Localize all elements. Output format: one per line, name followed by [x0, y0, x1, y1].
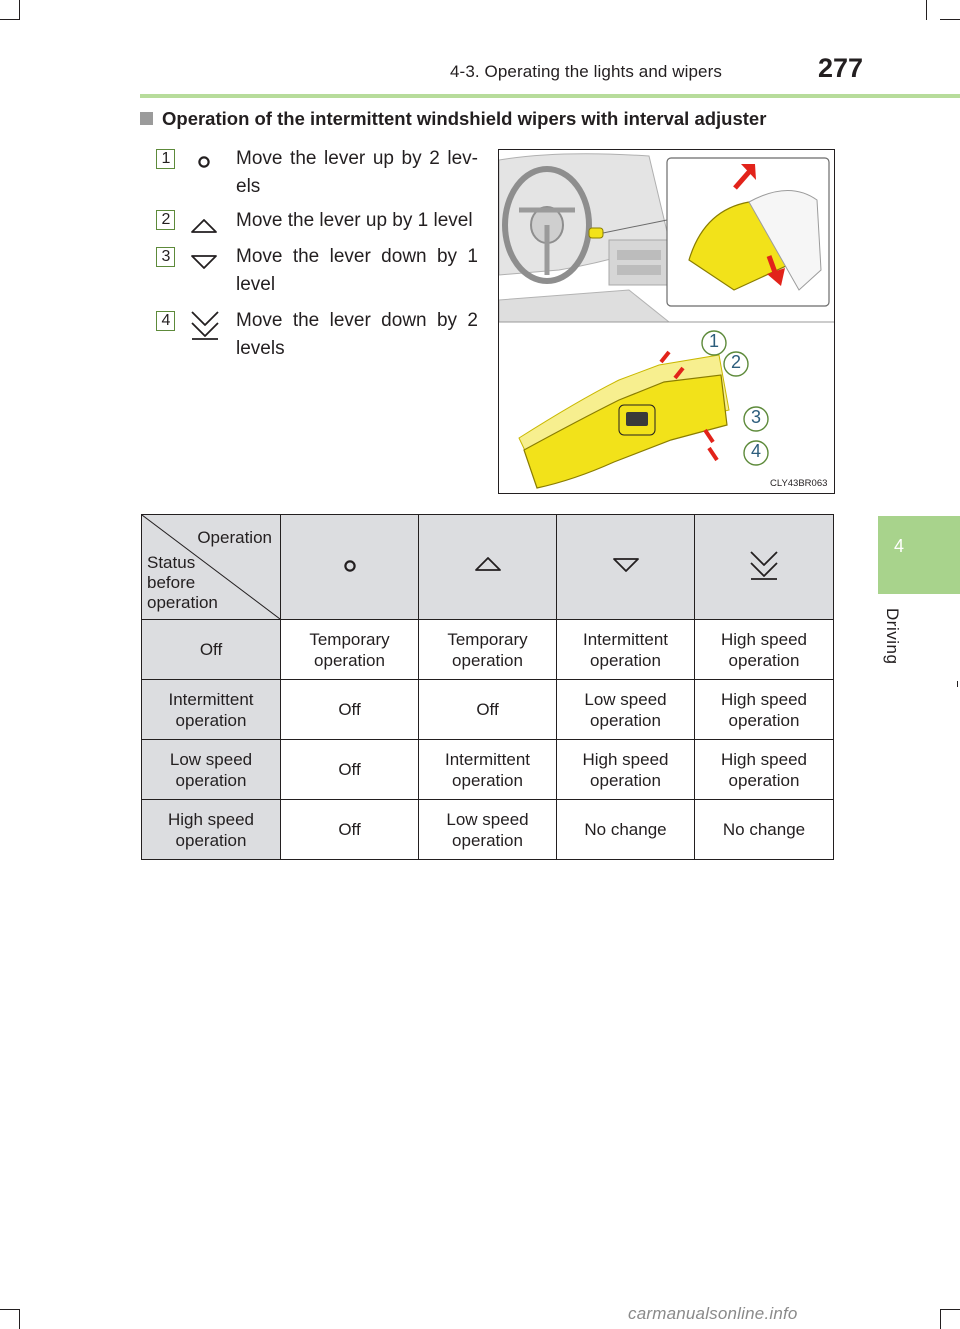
crop-mark: [19, 0, 20, 20]
legend-text-2: Move the lever up by 1 level: [236, 210, 473, 231]
crop-mark: [940, 1309, 960, 1310]
figure-code: CLY43BR063: [770, 478, 828, 489]
lever-diagram: [499, 150, 835, 494]
legend-text-3: Move the lever down by 1 level: [236, 246, 478, 295]
crop-mark: [940, 1309, 941, 1329]
legend-text-1: Move the lever up by 2 lev-els: [236, 148, 478, 197]
crop-mark: [940, 19, 960, 20]
circle-icon: [197, 155, 211, 169]
table-cell: No change: [695, 800, 834, 860]
crop-mark: [926, 0, 927, 20]
table-row: [142, 680, 834, 740]
table-cell: Low speed operation: [557, 680, 695, 740]
running-header: 4-3. Operating the lights and wipers: [450, 62, 722, 81]
table-cell: Off: [281, 800, 419, 860]
page-number: 277: [818, 53, 864, 83]
crop-mark: [0, 19, 20, 20]
legend-number-2: 2: [157, 210, 175, 230]
legend-number-3: 3: [157, 247, 175, 267]
callout-2: 2: [730, 352, 741, 372]
column-header-up: [419, 515, 557, 620]
legend-text-4: Move the lever down by 2 levels: [236, 310, 478, 359]
table-cell: Low speed operation: [419, 800, 557, 860]
triangle-up-icon: [190, 218, 218, 236]
row-status: High speed operation: [142, 800, 281, 860]
table-cell: Temporary operation: [281, 620, 419, 680]
table-cell: Temporary operation: [419, 620, 557, 680]
double-triangle-down-icon: [190, 309, 220, 341]
tab-tick: [957, 681, 958, 687]
table-corner-cell: [142, 515, 281, 620]
dashboard-scene: [499, 150, 835, 322]
column-header-double-down: [695, 515, 834, 620]
table-cell: Off: [281, 740, 419, 800]
triangle-down-icon: [190, 253, 218, 271]
chapter-label: Driving: [883, 608, 902, 665]
table-header-row: [142, 515, 834, 620]
wiper-lever-illustration: [498, 149, 835, 494]
table-cell: High speed operation: [695, 680, 834, 740]
watermark: carmanualsonline.info: [628, 1304, 798, 1323]
callout-4: 4: [750, 441, 761, 461]
table-cell: High speed operation: [557, 740, 695, 800]
table-cell: No change: [557, 800, 695, 860]
table-cell: Off: [281, 680, 419, 740]
table-cell: Off: [419, 680, 557, 740]
crop-mark: [0, 1309, 20, 1310]
table-cell: High speed operation: [695, 740, 834, 800]
table-cell: Intermittent operation: [557, 620, 695, 680]
circle-icon: [343, 559, 357, 573]
callout-3: 3: [750, 407, 761, 427]
corner-status-label: Status before operation: [147, 553, 218, 612]
row-status: Low speed operation: [142, 740, 281, 800]
column-header-circle: [281, 515, 419, 620]
column-header-down: [557, 515, 695, 620]
table-cell: High speed operation: [695, 620, 834, 680]
triangle-down-icon: [612, 556, 640, 574]
wiper-operation-table: [141, 514, 834, 860]
section-title: Operation of the intermittent windshield wipers with interval adjuster: [140, 108, 766, 130]
corner-operation-label: Operation: [197, 528, 272, 547]
row-status: Intermittent operation: [142, 680, 281, 740]
table-row: [142, 620, 834, 680]
callout-1: 1: [708, 331, 719, 351]
triangle-up-icon: [474, 556, 502, 574]
crop-mark: [19, 1309, 20, 1329]
legend-number-1: 1: [157, 149, 175, 169]
row-status: Off: [142, 620, 281, 680]
header-rule: [140, 94, 960, 98]
table-cell: Intermittent operation: [419, 740, 557, 800]
table-row: [142, 740, 834, 800]
bullet-square-icon: [140, 112, 153, 125]
chapter-number: 4: [893, 536, 904, 556]
table-row: [142, 800, 834, 860]
double-triangle-down-icon: [749, 549, 779, 581]
legend-number-4: 4: [157, 311, 175, 331]
